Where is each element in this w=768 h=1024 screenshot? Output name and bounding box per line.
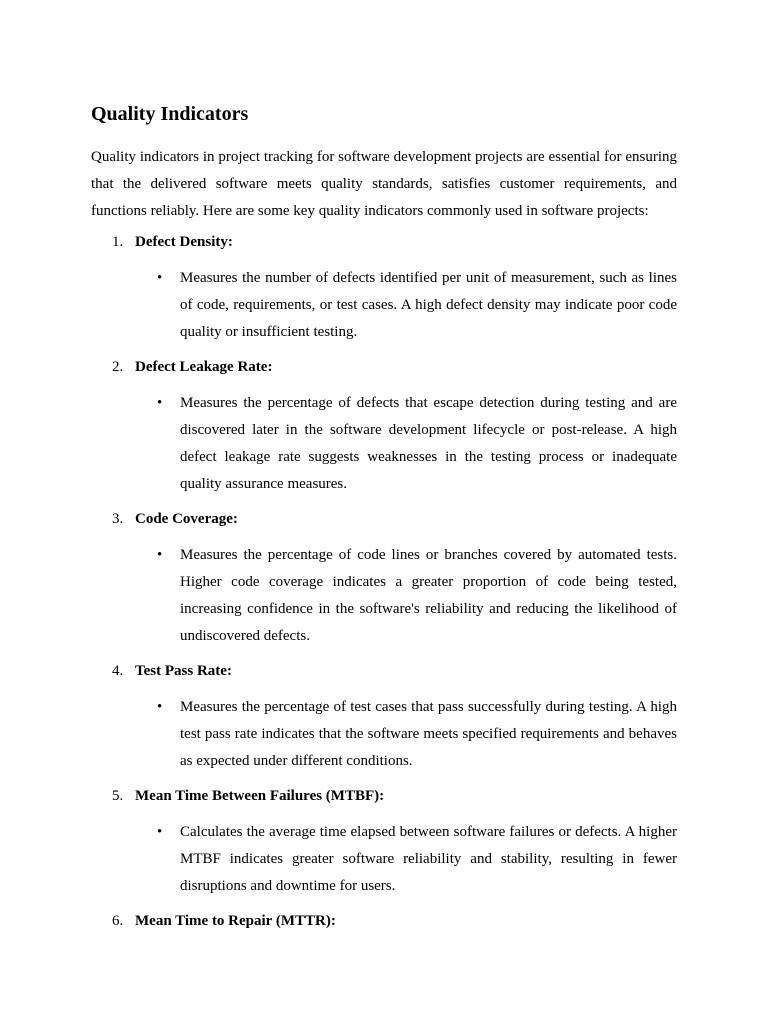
- indicator-heading: [91, 783, 677, 810]
- indicator-item-3: [91, 506, 677, 650]
- indicator-heading: [91, 354, 677, 381]
- indicator-description: [91, 265, 677, 346]
- indicator-item-6: [91, 908, 677, 935]
- indicator-description: [91, 390, 677, 498]
- indicator-description: [91, 694, 677, 775]
- document-page: [91, 100, 677, 944]
- bullet-icon: •: [157, 547, 163, 563]
- indicator-name: Defect Density:: [135, 234, 233, 250]
- bullet-icon: •: [157, 395, 163, 411]
- description-text: Calculates the average time elapsed between software failures or defects. A higher MTBF indicates greater software reliability and stability, resulting in fewer disruptions and downtime for users.: [180, 824, 677, 894]
- description-text: Measures the percentage of code lines or branches covered by automated tests. Higher code coverage indicates a greater proportion of code being tested, increasing confidence in the software's reliability and reducing the likelihood of undiscovered defects.: [180, 547, 677, 644]
- description-text: Measures the percentage of defects that escape detection during testing and are discovered later in the software development lifecycle or post-release. A high defect leakage rate suggests weaknesses in the testing process or inadequate quality assurance measures.: [180, 395, 677, 492]
- indicator-heading: [91, 229, 677, 256]
- intro-paragraph: Quality indicators in project tracking for software development projects are essential for ensuring that the delivered software meets quality standards, satisfies customer requirements, and functions reliably. Here are some key quality indicators commonly used in software projects:: [91, 149, 677, 219]
- indicator-item-1: [91, 229, 677, 346]
- document-title: Quality Indicators: [91, 103, 249, 125]
- indicator-name: Test Pass Rate:: [135, 663, 232, 679]
- indicator-name: Mean Time to Repair (MTTR):: [135, 913, 336, 929]
- list-number: 6.: [112, 913, 124, 929]
- list-number: 3.: [112, 511, 124, 527]
- indicator-item-2: [91, 354, 677, 498]
- list-number: 5.: [112, 788, 124, 804]
- bullet-icon: •: [157, 270, 163, 286]
- list-number: 4.: [112, 663, 124, 679]
- bullet-icon: •: [157, 699, 163, 715]
- indicator-name: Defect Leakage Rate:: [135, 359, 273, 375]
- list-number: 2.: [112, 359, 124, 375]
- description-text: Measures the percentage of test cases that pass successfully during testing. A high test pass rate indicates that the software meets specified requirements and behaves as expected under different conditions.: [180, 699, 677, 769]
- bullet-icon: •: [157, 824, 163, 840]
- description-text: Measures the number of defects identified per unit of measurement, such as lines of code, requirements, or test cases. A high defect density may indicate poor code quality or insufficient testing.: [180, 270, 677, 340]
- indicator-name: Code Coverage:: [135, 511, 238, 527]
- indicator-heading: [91, 506, 677, 533]
- list-number: 1.: [112, 234, 124, 250]
- indicator-heading: [91, 908, 677, 935]
- indicator-name: Mean Time Between Failures (MTBF):: [135, 788, 385, 804]
- indicator-description: [91, 542, 677, 650]
- indicator-heading: [91, 658, 677, 685]
- indicator-description: [91, 819, 677, 900]
- indicator-item-5: [91, 783, 677, 900]
- indicator-item-4: [91, 658, 677, 775]
